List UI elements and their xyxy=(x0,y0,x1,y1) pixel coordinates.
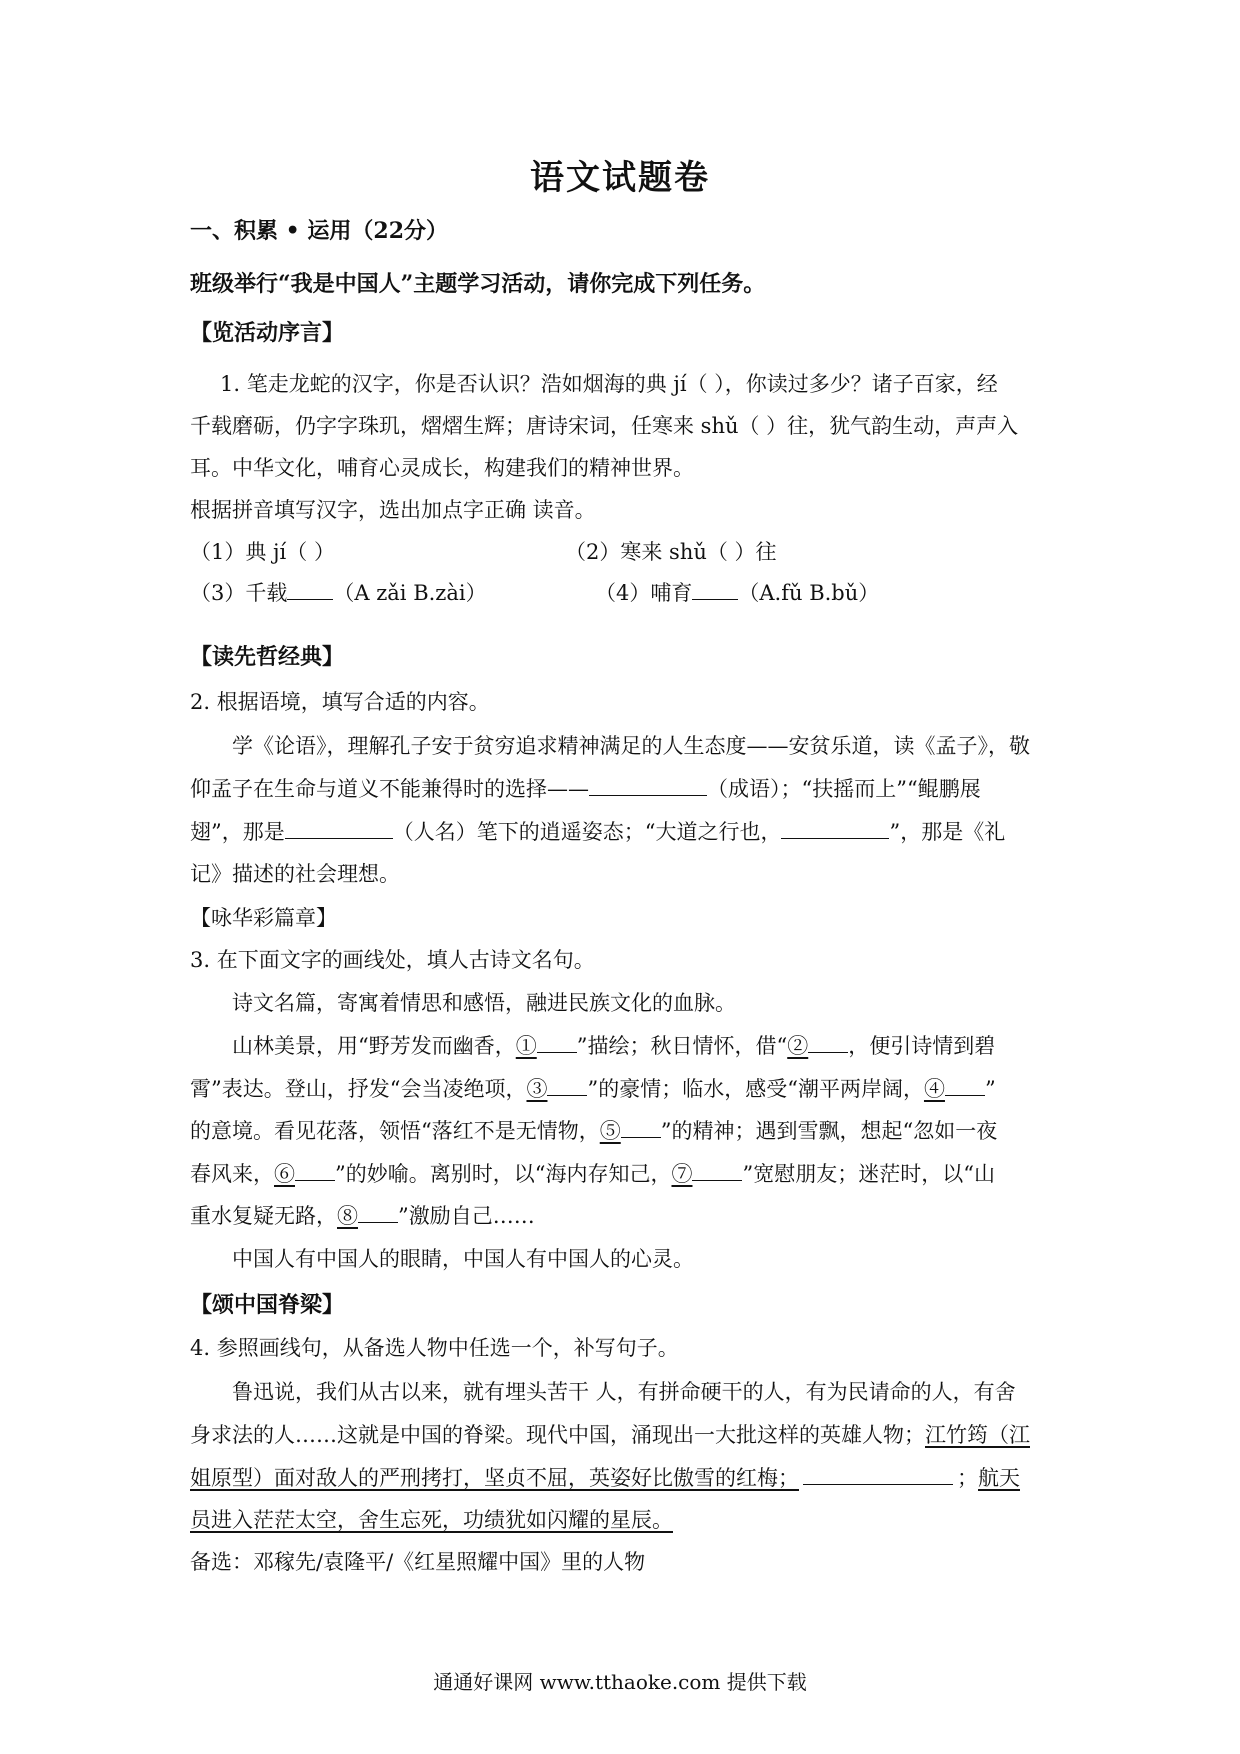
q4-underlined-text: 航天 xyxy=(978,1466,1020,1490)
q4-line-5: 员进入茫茫太空，舍生忘死，功绩犹如闪耀的星辰。 xyxy=(190,1508,673,1532)
q3-line-3 xyxy=(232,1030,995,1060)
q3-text: 春风来， xyxy=(190,1162,274,1186)
q3-line-6 xyxy=(190,1158,995,1188)
answer-blank[interactable] xyxy=(808,1032,848,1053)
q1-instruction: 根据拼音填写汉字，选出加点字正确 读音。 xyxy=(190,498,596,522)
q1-option-4 xyxy=(595,577,879,607)
q1-option-4-choices: （A.fǔ B.bǔ） xyxy=(738,581,880,605)
answer-blank[interactable] xyxy=(803,1464,953,1485)
q3-line-7 xyxy=(190,1200,535,1230)
q3-text: ” xyxy=(984,1077,996,1101)
q2-text: 仰孟子在生命与道义不能兼得时的选择—— xyxy=(190,777,589,801)
subheading-poems: 【咏华彩篇章】 xyxy=(190,906,337,930)
q3-text: 重水复疑无路， xyxy=(190,1204,337,1228)
q1-option-3-label: （3）千载 xyxy=(190,581,288,605)
q3-text: ”的精神；遇到雪飘，想起“忽如一夜 xyxy=(660,1119,998,1143)
q3-text: 山林美景，用“野芳发而幽香， xyxy=(232,1034,516,1058)
answer-blank[interactable] xyxy=(692,579,738,600)
subheading-heroes: 【颂中国脊梁】 xyxy=(190,1292,345,1318)
q3-text: ，便引诗情到碧 xyxy=(848,1034,996,1058)
blank-number: ⑥ xyxy=(274,1162,295,1186)
q2-text: ”，那是《礼 xyxy=(889,820,1006,844)
answer-blank[interactable] xyxy=(537,1032,577,1053)
answer-blank[interactable] xyxy=(295,1160,335,1181)
q3-text: ”激励自己…… xyxy=(398,1204,535,1228)
q2-line-5: 记》描述的社会理想。 xyxy=(190,862,400,886)
q3-text: 霄”表达。登山，抒发“会当凌绝项， xyxy=(190,1077,527,1101)
q1-option-3-choices: （A zǎi B.zài） xyxy=(333,581,487,605)
q3-text: ”的豪情；临水，感受“潮平两岸阔， xyxy=(587,1077,924,1101)
q1-option-1: （1）典 jí（ ） xyxy=(190,540,335,564)
q4-line-1: 4. 参照画线句，从备选人物中任选一个，补写句子。 xyxy=(190,1336,679,1360)
page-title: 语文试题卷 xyxy=(530,158,710,198)
q3-line-4 xyxy=(190,1073,996,1103)
activity-intro: 班级举行“我是中国人”主题学习活动，请你完成下列任务。 xyxy=(190,271,766,297)
q4-text: ； xyxy=(957,1466,978,1490)
blank-number: ⑤ xyxy=(599,1119,621,1143)
section-heading: 一、积累 • 运用（22分） xyxy=(190,218,448,244)
q4-line-2: 鲁迅说，我们从古以来，就有埋头苦干 人，有拼命硬干的人，有为民请命的人，有舍 xyxy=(232,1380,1016,1404)
q1-line-2: 千载磨砺，仍字字珠玑，熠熠生辉；唐诗宋词，任寒来 shǔ（ ）往，犹气韵生动，声声入 xyxy=(190,414,1019,438)
q4-line-4 xyxy=(190,1462,1020,1492)
answer-blank[interactable] xyxy=(945,1075,985,1096)
q4-underlined-text: 江竹筠（江 xyxy=(925,1423,1030,1447)
q3-text: 的意境。看见花落，领悟“落红不是无情物， xyxy=(190,1119,600,1143)
answer-blank[interactable] xyxy=(621,1117,661,1138)
q2-text: 翅”，那是 xyxy=(190,820,285,844)
q3-line-8: 中国人有中国人的眼睛，中国人有中国人的心灵。 xyxy=(232,1247,694,1271)
q3-text: ”描绘；秋日情怀，借“ xyxy=(576,1034,788,1058)
q3-line-2: 诗文名篇，寄寓着情思和感悟，融进民族文化的血脉。 xyxy=(232,991,736,1015)
answer-blank[interactable] xyxy=(692,1160,742,1181)
blank-number: ⑦ xyxy=(671,1162,693,1186)
blank-number: ⑧ xyxy=(337,1204,358,1228)
q1-line-1: 1. 笔走龙蛇的汉字，你是否认识？浩如烟海的典 jí（ ），你读过多少？诸子百家，经 xyxy=(220,372,998,396)
answer-blank[interactable] xyxy=(589,775,707,796)
q4-line-3 xyxy=(190,1419,1030,1449)
answer-blank[interactable] xyxy=(781,818,889,839)
q4-underlined-text: 姐原型）面对敌人的严刑拷打，坚贞不屈，英姿好比傲雪的红梅； xyxy=(190,1466,799,1490)
blank-number: ② xyxy=(787,1034,809,1058)
q1-option-4-label: （4）哺育 xyxy=(595,581,693,605)
q2-line-1: 2. 根据语境，填写合适的内容。 xyxy=(190,690,490,714)
q3-line-5 xyxy=(190,1115,997,1145)
q4-candidates: 备选：邓稼先/袁隆平/《红星照耀中国》里的人物 xyxy=(190,1550,646,1574)
blank-number: ① xyxy=(515,1034,537,1058)
q1-option-2: （2）寒来 shǔ（ ）往 xyxy=(565,540,777,564)
q1-line-3: 耳。中华文化，哺育心灵成长，构建我们的精神世界。 xyxy=(190,456,694,480)
subheading-classics: 【读先哲经典】 xyxy=(190,644,345,670)
footer-source: 通通好课网 www.tthaoke.com 提供下载 xyxy=(433,1670,807,1694)
q1-option-3 xyxy=(190,577,487,607)
q3-line-1: 3. 在下面文字的画线处，填人古诗文名句。 xyxy=(190,948,595,972)
q2-line-3 xyxy=(190,773,981,803)
q2-line-4 xyxy=(190,816,1005,846)
q3-text: ”的妙喻。离别时，以“海内存知己， xyxy=(335,1162,672,1186)
q3-text: ”宽慰朋友；迷茫时，以“山 xyxy=(742,1162,995,1186)
answer-blank[interactable] xyxy=(287,579,333,600)
subheading-preface: 【览活动序言】 xyxy=(190,320,345,346)
q4-text: 身求法的人……这就是中国的脊梁。现代中国，涌现出一大批这样的英雄人物； xyxy=(190,1423,925,1447)
q2-line-2: 学《论语》，理解孔子安于贫穷追求精神满足的人生态度——安贫乐道，读《孟子》，敬 xyxy=(232,734,1030,758)
q2-text: （人名）笔下的逍遥姿态；“大道之行也， xyxy=(392,820,782,844)
blank-number: ③ xyxy=(526,1077,548,1101)
blank-number: ④ xyxy=(923,1077,945,1101)
q2-text: （成语）；“扶摇而上”“鲲鹏展 xyxy=(707,777,981,801)
answer-blank[interactable] xyxy=(547,1075,587,1096)
answer-blank[interactable] xyxy=(358,1202,398,1223)
answer-blank[interactable] xyxy=(285,818,393,839)
